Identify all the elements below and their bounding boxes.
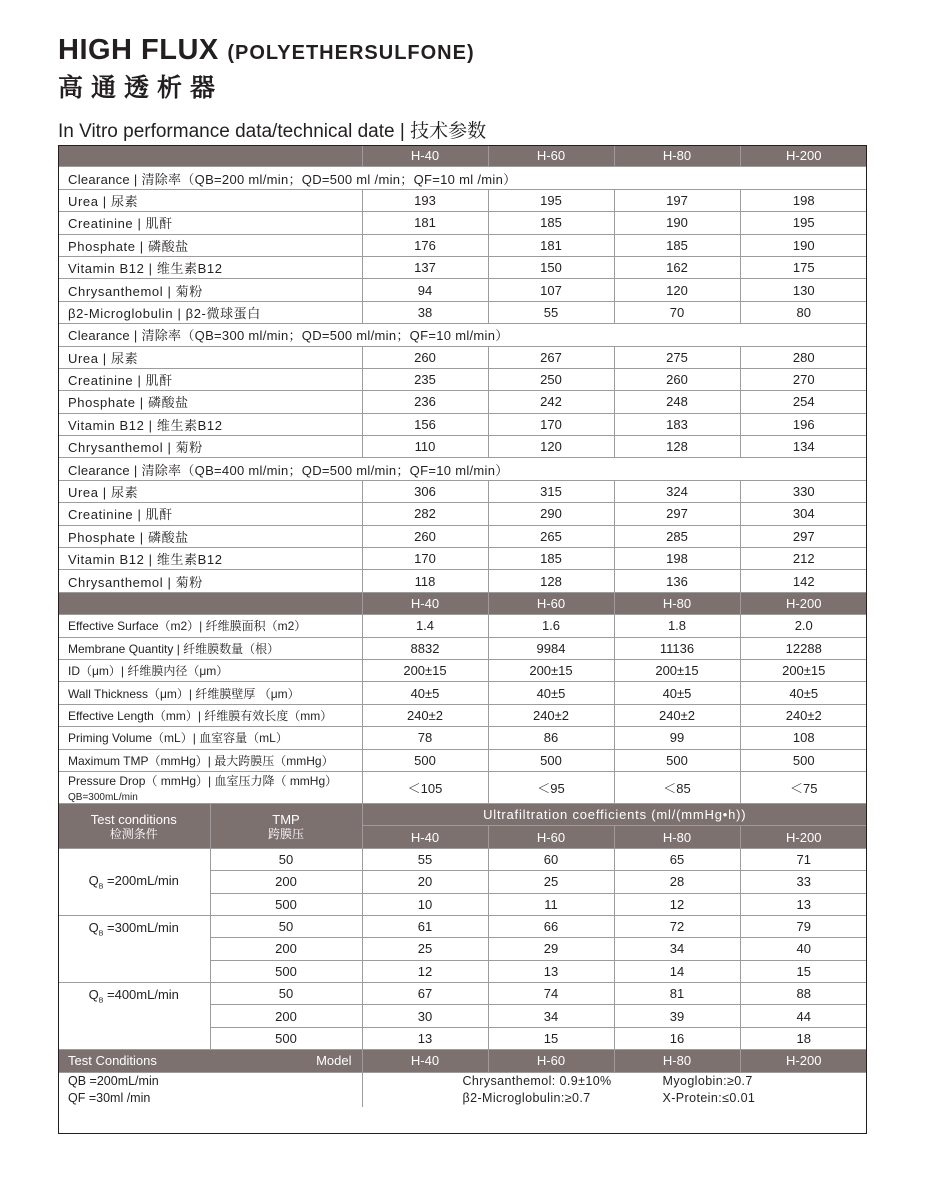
clearance-value: 260 bbox=[614, 368, 740, 390]
spec-value: 8832 bbox=[362, 637, 488, 659]
pressure-drop-title: Pressure Drop（ mmHg）| 血室压力降（ mmHg） bbox=[68, 773, 338, 788]
model-header: H-80 bbox=[614, 826, 740, 848]
clearance-value: 330 bbox=[740, 480, 867, 502]
spec-value: 240±2 bbox=[614, 704, 740, 726]
uf-value: 20 bbox=[362, 871, 488, 893]
model-header: H-40 bbox=[362, 826, 488, 848]
uf-value: 15 bbox=[488, 1027, 614, 1049]
clearance-value: 306 bbox=[362, 480, 488, 502]
uf-value: 66 bbox=[488, 915, 614, 937]
clearance-value: 130 bbox=[740, 279, 867, 301]
clearance-value: 156 bbox=[362, 413, 488, 435]
footer-conditions bbox=[58, 1072, 362, 1107]
clearance-value: 120 bbox=[614, 279, 740, 301]
clearance-value: 290 bbox=[488, 503, 614, 525]
uf-value: 79 bbox=[740, 915, 867, 937]
clearance-value: 134 bbox=[740, 436, 867, 458]
uf-row bbox=[58, 983, 867, 1005]
substance-label: Creatinine | 肌酐 bbox=[58, 503, 362, 525]
beta2-note: β2-Microglobulin:≥0.7 bbox=[462, 1090, 591, 1105]
clearance-value: 248 bbox=[614, 391, 740, 413]
spec-label: Maximum TMP（mmHg）| 最大跨膜压（mmHg） bbox=[58, 749, 362, 771]
clearance-value: 183 bbox=[614, 413, 740, 435]
substance-label: Urea | 尿素 bbox=[58, 480, 362, 502]
uf-value: 65 bbox=[614, 848, 740, 870]
clearance-value: 190 bbox=[740, 234, 867, 256]
clearance-value: 94 bbox=[362, 279, 488, 301]
clearance-value: 137 bbox=[362, 256, 488, 278]
xprotein-note: X-Protein:≤0.01 bbox=[662, 1090, 756, 1105]
uf-value: 61 bbox=[362, 915, 488, 937]
footer-qf: QF =30ml /min bbox=[68, 1090, 151, 1105]
clearance-section-label: Clearance | 清除率（QB=200 ml/min；QD=500 ml /min；QF=10 ml /min） bbox=[58, 167, 867, 189]
spec-value: 500 bbox=[488, 749, 614, 771]
clearance-value: 250 bbox=[488, 368, 614, 390]
model-header: H-200 bbox=[740, 145, 867, 167]
chrysanthemol-note: Chrysanthemol: 0.9±10% bbox=[462, 1073, 612, 1088]
clearance-value: 136 bbox=[614, 570, 740, 592]
substance-label: Creatinine | 肌酐 bbox=[58, 368, 362, 390]
uf-value: 30 bbox=[362, 1005, 488, 1027]
clearance-value: 242 bbox=[488, 391, 614, 413]
substance-label: Vitamin B12 | 维生素B12 bbox=[58, 413, 362, 435]
clearance-value: 212 bbox=[740, 548, 867, 570]
spec-value: 11136 bbox=[614, 637, 740, 659]
uf-value: 60 bbox=[488, 848, 614, 870]
spec-value: 240±2 bbox=[740, 704, 867, 726]
model-header: H-80 bbox=[614, 592, 740, 614]
tmp-value: 50 bbox=[210, 983, 362, 1005]
clearance-value: 170 bbox=[362, 548, 488, 570]
qb-value: =400mL/min bbox=[103, 987, 179, 1003]
uf-value: 72 bbox=[614, 915, 740, 937]
page-title bbox=[58, 34, 475, 67]
spec-row bbox=[58, 659, 867, 681]
spec-row bbox=[58, 682, 867, 704]
pressure-drop-value: ＜75 bbox=[740, 771, 867, 803]
clearance-value: 285 bbox=[614, 525, 740, 547]
clearance-value: 38 bbox=[362, 301, 488, 323]
spec-value: 40±5 bbox=[488, 682, 614, 704]
model-header: H-200 bbox=[740, 592, 867, 614]
spec-label: Effective Surface（m2）| 纤维膜面积（m2） bbox=[58, 615, 362, 637]
clearance-value: 55 bbox=[488, 301, 614, 323]
spec-label: ID（μm）| 纤维膜内径（μm） bbox=[58, 659, 362, 681]
clearance-value: 297 bbox=[740, 525, 867, 547]
substance-label: Phosphate | 磷酸盐 bbox=[58, 525, 362, 547]
uf-value: 10 bbox=[362, 893, 488, 915]
uf-value: 33 bbox=[740, 871, 867, 893]
tmp-value: 500 bbox=[210, 1027, 362, 1049]
substance-label: Chrysanthemol | 菊粉 bbox=[58, 570, 362, 592]
footer-header-row bbox=[58, 1050, 867, 1072]
spec-value: 200±15 bbox=[488, 659, 614, 681]
uf-value: 88 bbox=[740, 983, 867, 1005]
substance-label: β2-Microglobulin | β2-微球蛋白 bbox=[58, 301, 362, 323]
uf-value: 44 bbox=[740, 1005, 867, 1027]
clearance-value: 236 bbox=[362, 391, 488, 413]
uf-value: 11 bbox=[488, 893, 614, 915]
tmp-value: 200 bbox=[210, 1005, 362, 1027]
clearance-value: 260 bbox=[362, 346, 488, 368]
clearance-value: 170 bbox=[488, 413, 614, 435]
clearance-row bbox=[58, 346, 867, 368]
clearance-value: 275 bbox=[614, 346, 740, 368]
spec-value: 2.0 bbox=[740, 615, 867, 637]
clearance-value: 80 bbox=[740, 301, 867, 323]
clearance-row bbox=[58, 234, 867, 256]
clearance-row bbox=[58, 436, 867, 458]
uf-value: 67 bbox=[362, 983, 488, 1005]
spec-value: 1.8 bbox=[614, 615, 740, 637]
uf-tmp-label-cn: 跨膜压 bbox=[267, 826, 304, 841]
clearance-row bbox=[58, 503, 867, 525]
spec-value: 78 bbox=[362, 727, 488, 749]
substance-label: Chrysanthemol | 菊粉 bbox=[58, 279, 362, 301]
model-header-row bbox=[58, 592, 867, 614]
uf-value: 25 bbox=[362, 938, 488, 960]
pressure-drop-value: ＜95 bbox=[488, 771, 614, 803]
clearance-row bbox=[58, 548, 867, 570]
clearance-value: 110 bbox=[362, 436, 488, 458]
uf-tmp-label: TMP bbox=[272, 811, 300, 827]
clearance-value: 297 bbox=[614, 503, 740, 525]
section-subtitle: In Vitro performance data/technical date | 技术参数 bbox=[58, 121, 487, 142]
substance-label: Creatinine | 肌酐 bbox=[58, 212, 362, 234]
spec-row bbox=[58, 637, 867, 659]
clearance-row bbox=[58, 189, 867, 211]
clearance-value: 267 bbox=[488, 346, 614, 368]
pressure-drop-value: ＜85 bbox=[614, 771, 740, 803]
footer-qb: QB =200mL/min bbox=[68, 1073, 159, 1088]
clearance-value: 120 bbox=[488, 436, 614, 458]
qb-sub: B bbox=[98, 930, 104, 938]
clearance-value: 254 bbox=[740, 391, 867, 413]
spec-value: 40±5 bbox=[740, 682, 867, 704]
uf-value: 34 bbox=[488, 1005, 614, 1027]
clearance-value: 181 bbox=[488, 234, 614, 256]
clearance-value: 282 bbox=[362, 503, 488, 525]
model-header: H-40 bbox=[362, 145, 488, 167]
spec-row bbox=[58, 704, 867, 726]
uf-conditions-label: Test conditions bbox=[90, 811, 177, 827]
clearance-section-label: Clearance | 清除率（QB=400 ml/min；QD=500 ml/min；QF=10 ml/min） bbox=[58, 458, 867, 480]
uf-row bbox=[58, 915, 867, 937]
tmp-value: 50 bbox=[210, 848, 362, 870]
qb-condition bbox=[58, 848, 210, 915]
uf-tmp-header bbox=[210, 803, 362, 848]
clearance-value: 185 bbox=[614, 234, 740, 256]
uf-row bbox=[58, 848, 867, 870]
clearance-row bbox=[58, 480, 867, 502]
clearance-value: 324 bbox=[614, 480, 740, 502]
clearance-row bbox=[58, 279, 867, 301]
clearance-value: 142 bbox=[740, 570, 867, 592]
clearance-row bbox=[58, 212, 867, 234]
clearance-value: 181 bbox=[362, 212, 488, 234]
footer-notes bbox=[362, 1072, 867, 1107]
spec-label: Wall Thickness（μm）| 纤维膜壁厚 （μm） bbox=[58, 682, 362, 704]
page-title-cn: 高通透析器 bbox=[58, 73, 224, 102]
qb-q: Q bbox=[88, 919, 99, 935]
uf-value: 74 bbox=[488, 983, 614, 1005]
model-header: H-80 bbox=[614, 1050, 740, 1072]
model-header: H-60 bbox=[488, 826, 614, 848]
title-main: HIGH FLUX bbox=[58, 34, 219, 66]
spec-value: 500 bbox=[740, 749, 867, 771]
uf-value: 39 bbox=[614, 1005, 740, 1027]
spec-value: 200±15 bbox=[740, 659, 867, 681]
spec-value: 1.6 bbox=[488, 615, 614, 637]
clearance-value: 195 bbox=[740, 212, 867, 234]
qb-sub: B bbox=[98, 997, 104, 1005]
model-header: H-80 bbox=[614, 145, 740, 167]
spec-value: 86 bbox=[488, 727, 614, 749]
spec-value: 12288 bbox=[740, 637, 867, 659]
model-label: Model bbox=[316, 1053, 352, 1069]
uf-value: 81 bbox=[614, 983, 740, 1005]
clearance-value: 107 bbox=[488, 279, 614, 301]
clearance-row bbox=[58, 256, 867, 278]
spec-value: 500 bbox=[614, 749, 740, 771]
clearance-value: 195 bbox=[488, 189, 614, 211]
spec-value: 200±15 bbox=[614, 659, 740, 681]
header-blank bbox=[58, 145, 362, 167]
clearance-value: 198 bbox=[614, 548, 740, 570]
uf-value: 14 bbox=[614, 960, 740, 982]
substance-label: Vitamin B12 | 维生素B12 bbox=[58, 256, 362, 278]
substance-label: Phosphate | 磷酸盐 bbox=[58, 234, 362, 256]
tmp-value: 50 bbox=[210, 915, 362, 937]
spec-value: 240±2 bbox=[488, 704, 614, 726]
pressure-drop-label bbox=[58, 771, 362, 803]
qb-condition bbox=[58, 983, 210, 1050]
tmp-value: 500 bbox=[210, 960, 362, 982]
spec-value: 500 bbox=[362, 749, 488, 771]
uf-value: 55 bbox=[362, 848, 488, 870]
model-header: H-60 bbox=[488, 1050, 614, 1072]
spec-value: 200±15 bbox=[362, 659, 488, 681]
performance-table bbox=[58, 145, 867, 1107]
qb-sub: B bbox=[98, 883, 104, 891]
substance-label: Urea | 尿素 bbox=[58, 346, 362, 368]
clearance-value: 118 bbox=[362, 570, 488, 592]
spec-value: 9984 bbox=[488, 637, 614, 659]
footer-note-col2 bbox=[663, 1073, 756, 1107]
model-header: H-200 bbox=[740, 826, 867, 848]
uf-value: 12 bbox=[362, 960, 488, 982]
clearance-row bbox=[58, 368, 867, 390]
model-header-row bbox=[58, 145, 867, 167]
footer-row bbox=[58, 1072, 867, 1107]
clearance-section-row bbox=[58, 458, 867, 480]
uf-value: 12 bbox=[614, 893, 740, 915]
spec-value: 40±5 bbox=[614, 682, 740, 704]
uf-value: 25 bbox=[488, 871, 614, 893]
substance-label: Vitamin B12 | 维生素B12 bbox=[58, 548, 362, 570]
spec-label: Membrane Quantity | 纤维膜数量（根） bbox=[58, 637, 362, 659]
clearance-value: 260 bbox=[362, 525, 488, 547]
footer-note-col1 bbox=[463, 1073, 663, 1107]
tmp-value: 500 bbox=[210, 893, 362, 915]
pressure-drop-row bbox=[58, 771, 867, 803]
model-header: H-60 bbox=[488, 592, 614, 614]
spec-value: 99 bbox=[614, 727, 740, 749]
clearance-value: 185 bbox=[488, 548, 614, 570]
model-header: H-60 bbox=[488, 145, 614, 167]
clearance-section-label: Clearance | 清除率（QB=300 ml/min；QD=500 ml/min；QF=10 ml/min） bbox=[58, 324, 867, 346]
spec-row bbox=[58, 749, 867, 771]
uf-value: 13 bbox=[740, 893, 867, 915]
clearance-row bbox=[58, 391, 867, 413]
spec-value: 1.4 bbox=[362, 615, 488, 637]
clearance-value: 128 bbox=[614, 436, 740, 458]
qb-value: =300mL/min bbox=[103, 919, 179, 935]
clearance-value: 265 bbox=[488, 525, 614, 547]
spec-value: 40±5 bbox=[362, 682, 488, 704]
spec-label: Priming Volume（mL）| 血室容量（mL） bbox=[58, 727, 362, 749]
clearance-value: 280 bbox=[740, 346, 867, 368]
uf-value: 15 bbox=[740, 960, 867, 982]
uf-value: 28 bbox=[614, 871, 740, 893]
clearance-value: 190 bbox=[614, 212, 740, 234]
uf-value: 29 bbox=[488, 938, 614, 960]
clearance-row bbox=[58, 570, 867, 592]
test-conditions-label: Test Conditions bbox=[68, 1053, 157, 1069]
substance-label: Urea | 尿素 bbox=[58, 189, 362, 211]
substance-label: Chrysanthemol | 菊粉 bbox=[58, 436, 362, 458]
clearance-value: 128 bbox=[488, 570, 614, 592]
spec-value: 240±2 bbox=[362, 704, 488, 726]
clearance-value: 176 bbox=[362, 234, 488, 256]
clearance-value: 196 bbox=[740, 413, 867, 435]
spec-label: Effective Length（mm）| 纤维膜有效长度（mm） bbox=[58, 704, 362, 726]
qb-condition bbox=[58, 915, 210, 982]
uf-conditions-label-cn: 检测条件 bbox=[109, 826, 158, 841]
uf-value: 34 bbox=[614, 938, 740, 960]
clearance-section-row bbox=[58, 324, 867, 346]
spec-value: 108 bbox=[740, 727, 867, 749]
footer-conditions-header bbox=[58, 1050, 362, 1072]
uf-conditions-header bbox=[58, 803, 210, 848]
myoglobin-note: Myoglobin:≥0.7 bbox=[662, 1073, 753, 1088]
uf-value: 13 bbox=[362, 1027, 488, 1049]
spec-row bbox=[58, 615, 867, 637]
clearance-value: 235 bbox=[362, 368, 488, 390]
tmp-value: 200 bbox=[210, 938, 362, 960]
clearance-row bbox=[58, 301, 867, 323]
uf-header-row bbox=[58, 803, 867, 825]
model-header: H-40 bbox=[362, 1050, 488, 1072]
uf-value: 13 bbox=[488, 960, 614, 982]
uf-value: 71 bbox=[740, 848, 867, 870]
clearance-value: 193 bbox=[362, 189, 488, 211]
header-blank bbox=[58, 592, 362, 614]
qb-q: Q bbox=[88, 873, 99, 888]
clearance-row bbox=[58, 525, 867, 547]
spec-row bbox=[58, 727, 867, 749]
tmp-value: 200 bbox=[210, 871, 362, 893]
pressure-drop-value: ＜105 bbox=[362, 771, 488, 803]
clearance-value: 304 bbox=[740, 503, 867, 525]
uf-value: 40 bbox=[740, 938, 867, 960]
clearance-value: 270 bbox=[740, 368, 867, 390]
clearance-row bbox=[58, 413, 867, 435]
uf-value: 18 bbox=[740, 1027, 867, 1049]
uf-value: 16 bbox=[614, 1027, 740, 1049]
clearance-value: 70 bbox=[614, 301, 740, 323]
qb-q: Q bbox=[88, 987, 99, 1003]
clearance-value: 185 bbox=[488, 212, 614, 234]
clearance-value: 315 bbox=[488, 480, 614, 502]
pressure-drop-note: QB=300mL/min bbox=[68, 791, 138, 803]
uf-title: Ultrafiltration coefficients (ml/(mmHg•h)) bbox=[362, 803, 867, 825]
clearance-value: 175 bbox=[740, 256, 867, 278]
title-sub: (POLYETHERSULFONE) bbox=[227, 42, 475, 64]
clearance-section-row bbox=[58, 167, 867, 189]
qb-value: =200mL/min bbox=[103, 873, 179, 888]
clearance-value: 198 bbox=[740, 189, 867, 211]
model-header: H-40 bbox=[362, 592, 488, 614]
substance-label: Phosphate | 磷酸盐 bbox=[58, 391, 362, 413]
model-header: H-200 bbox=[740, 1050, 867, 1072]
clearance-value: 162 bbox=[614, 256, 740, 278]
clearance-value: 197 bbox=[614, 189, 740, 211]
clearance-value: 150 bbox=[488, 256, 614, 278]
